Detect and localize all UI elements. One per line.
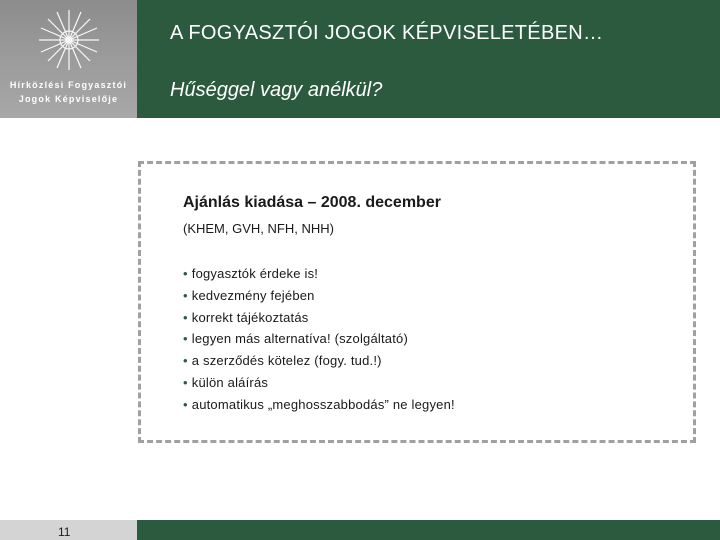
bullet-icon: •	[183, 353, 188, 369]
page-subtitle: Hűséggel vagy anélkül?	[170, 79, 383, 101]
list-item	[183, 394, 455, 416]
list-item	[183, 263, 455, 285]
bullet-icon: •	[183, 266, 188, 281]
page-number: 11	[58, 525, 71, 539]
bullet-icon: •	[183, 374, 188, 390]
bullet-list	[183, 263, 455, 416]
content-box	[138, 161, 696, 443]
list-item	[183, 285, 455, 307]
list-item	[183, 372, 455, 394]
list-item-text: korrekt tájékoztatás	[191, 309, 309, 325]
page-title: A FOGYASZTÓI JOGOK KÉPVISELETÉBEN…	[170, 22, 604, 44]
star-burst-logo-icon	[37, 8, 101, 72]
list-item-text: fogyasztók érdeke is!	[191, 266, 319, 281]
list-item-text: kedvezmény fejében	[191, 287, 315, 303]
list-item-text: legyen más alternatíva! (szolgáltató)	[191, 331, 408, 347]
bullet-icon: •	[183, 287, 188, 303]
bullet-icon: •	[183, 309, 188, 325]
list-item-text: a szerződés kötelez (fogy. tud.!)	[191, 353, 382, 369]
content-heading: Ajánlás kiadása – 2008. december	[183, 194, 441, 211]
logo-panel	[0, 0, 137, 118]
bullet-icon: •	[183, 331, 188, 347]
logo-text-line-2: Jogok Képviselője	[18, 94, 119, 104]
logo-text-line-1: Hírközlési Fogyasztói	[9, 80, 128, 90]
bullet-icon: •	[183, 396, 188, 412]
list-item-text: automatikus „meghosszabbodás” ne legyen!	[191, 396, 455, 412]
list-item	[183, 307, 455, 329]
list-item	[183, 328, 455, 350]
footer-band	[137, 520, 720, 540]
list-item	[183, 350, 455, 372]
content-subheading: (KHEM, GVH, NFH, NHH)	[183, 221, 334, 236]
list-item-text: külön aláírás	[191, 374, 269, 390]
